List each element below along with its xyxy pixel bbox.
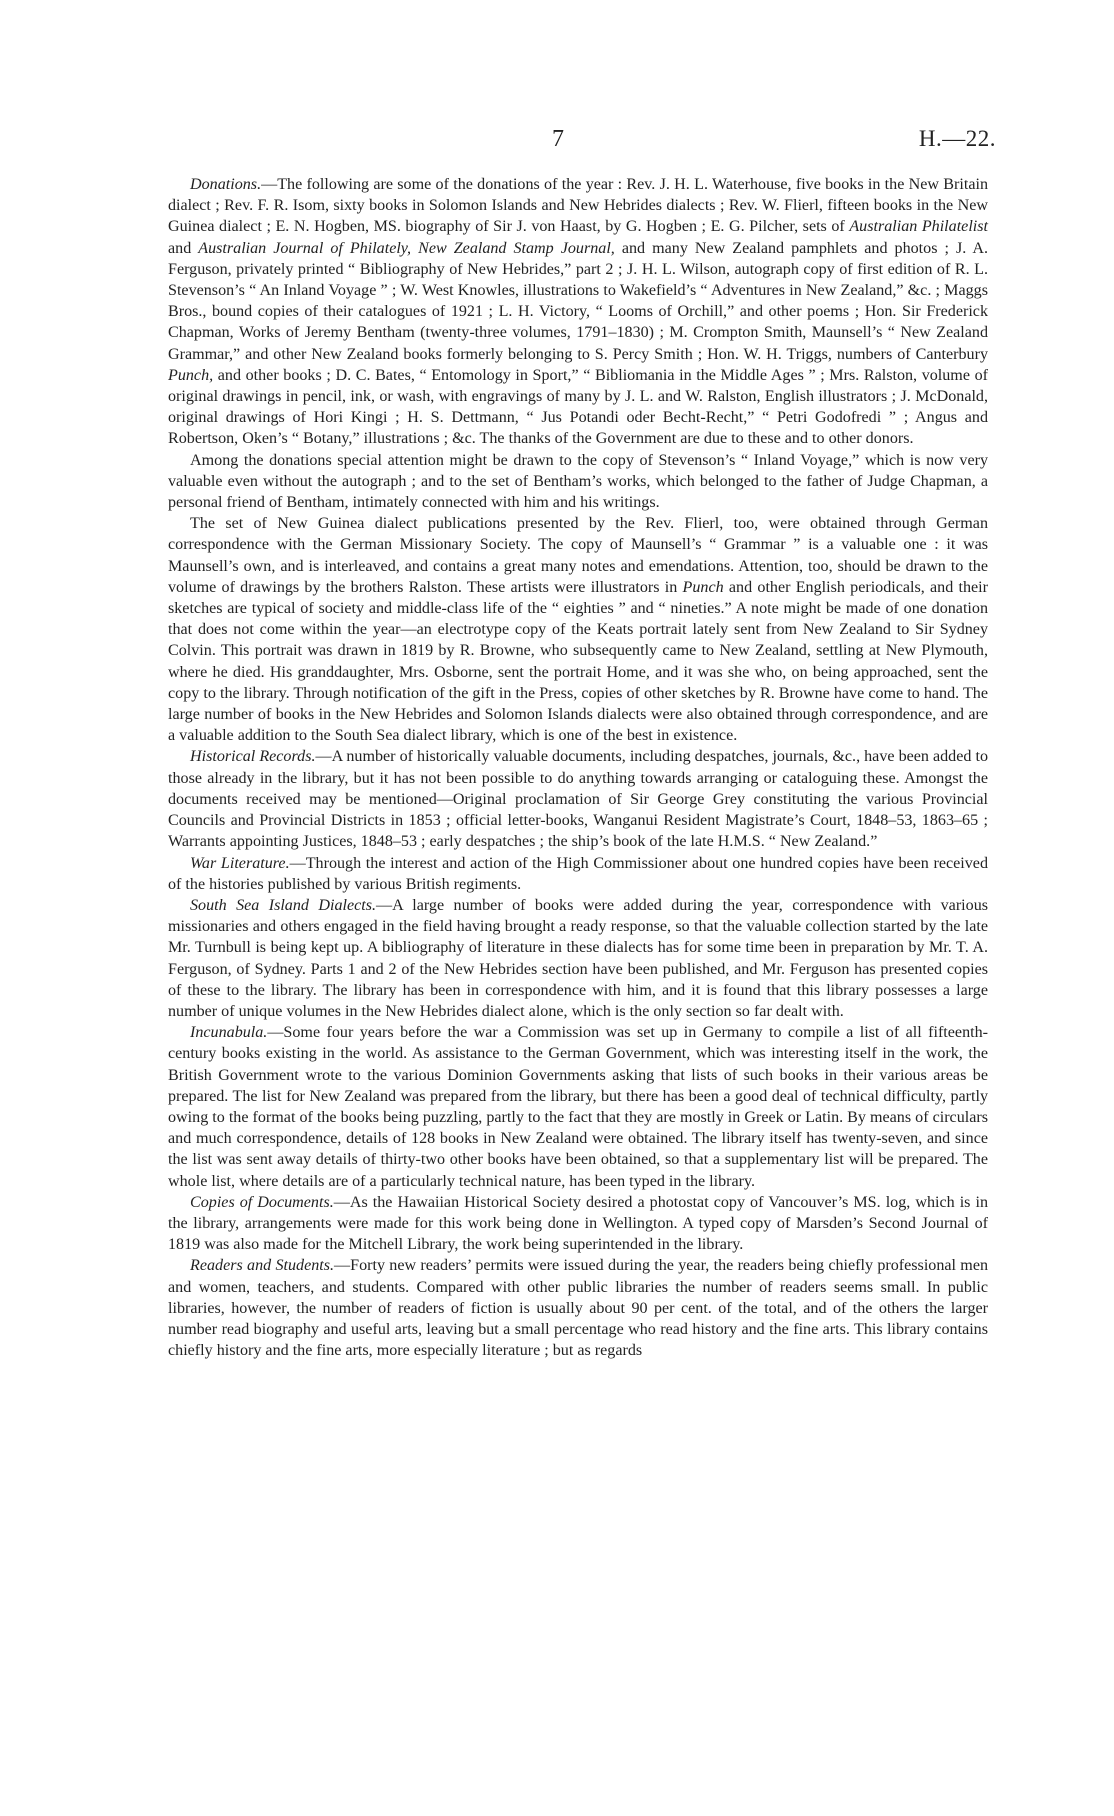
paragraph [168, 853, 988, 895]
italic-text: Punch [682, 578, 724, 596]
text-run: and many New Zealand pamphlets and photos ; J. A. Ferguson, privately printed “ Bibliography of New Hebrides,” part 2 ; J. H. L. Wilson, autograph copy of first edition of R. L. Stevenson’s “ An Inland Voyage ” ; W. West Knowles, illustrations to Wakefield’s “ Adventures in New Zealand,” &c. ; Maggs Bros., bound copies of their catalogues of 1921 ; L. H. Victory, “ Looms of Orchill,” and other poems ; Hon. Sir Frederick Chapman, Works of Jeremy Bentham (twenty-three volumes, 1791–1830) ; M. Crompton Smith, Maunsell’s “ New Zealand Grammar,” and other New Zealand books formerly belonging to S. Percy Smith ; Hon. W. H. Triggs, numbers of Canterbury [168, 239, 989, 363]
section-heading: War Literature. [190, 854, 290, 872]
body-text [168, 174, 988, 1361]
text-run: and other English periodicals, and their sketches are typical of society and middle-class life of the “ eighties ” and “ nineties.” A note might be made of one donation that does not come within the year—an electrotype copy of the Keats portrait lately sent from New Zealand to Sir Sydney Colvin. This portrait was drawn in 1819 by R. Browne, who subsequently came to New Zealand, settling at New Plymouth, where he died. His granddaughter, Mrs. Osborne, sent the portrait Home, and it was she who, on being approached, sent the copy to the library. Through notification of the gift in the Press, copies of other sketches by R. Browne have come to hand. The large number of books in the New Hebrides and Solomon Islands dialects were also obtained through correspondence, and are a valuable addition to the South Sea dialect library, which is one of the best in existence. [168, 578, 988, 745]
italic-text: Punch, [168, 366, 214, 384]
section-heading: Donations. [190, 176, 262, 193]
page-header [0, 126, 1114, 156]
paragraph [168, 513, 988, 746]
paragraph [168, 1192, 988, 1256]
paragraph [168, 450, 988, 514]
text-run: Among the donations special attention might be drawn to the copy of Stevenson’s “ Inland Voyage,” which is now very valuable even without the autograph ; and to the set of Bentham’s works, which belonged to the father of Judge Chapman, a personal friend of Bentham, intimately connected with him and his writings. [168, 451, 988, 512]
paragraph [168, 895, 988, 1022]
page-number: 7 [552, 126, 564, 152]
section-heading: Incunabula. [190, 1024, 268, 1042]
text-run: —Through the interest and action of the High Commissioner about one hundred copies have been received of the histories published by various British regiments. [168, 854, 988, 893]
text-run: —Forty new readers’ permits were issued during the year, the readers being chiefly professional men and women, teachers, and students. Compared with other public libraries the number of readers seems small. In public libraries, however, the number of readers of fiction is usually about 90 per cent. of the total, and of the others the larger number read biography and useful arts, leaving but a small percentage who read history and the fine arts. This library contains chiefly history and the fine arts, more especially literature ; but as regards [168, 1257, 989, 1360]
paragraph [168, 1255, 988, 1361]
text-run: The set of New Guinea dialect publications presented by the Rev. Flierl, too, were obtained through German correspondence with the German Missionary Society. The copy of Maunsell’s “ Grammar ” is a valuable one : it was Maunsell’s own, and is interleaved, and contains a great many notes and emendations. Attention, too, should be drawn to the volume of drawings by the brothers Ralston. These artists were illustrators in [168, 515, 988, 596]
paragraph [168, 746, 988, 852]
document-code: H.—22. [918, 126, 996, 151]
section-heading: Copies of Documents. [190, 1193, 334, 1211]
text-run: and [168, 239, 199, 257]
text-run: —A number of historically valuable documents, including despatches, journals, &c., have been added to those already in the library, but it has not been possible to do anything towards arranging or cataloguing these. Amongst the documents received may be mentioned—Original proclamation of Sir George Grey constituting the various Provincial Councils and Provincial Districts in 1853 ; official letter-books, Wanganui Resident Magistrate’s Court, 1848–53, 1863–65 ; Warrants appointing Justices, 1848–53 ; early despatches ; the ship’s book of the late H.M.S. “ New Zealand.” [168, 748, 988, 851]
text-run: —Some four years before the war a Commission was set up in Germany to compile a list of all fifteenth-century books existing in the world. As assistance to the German Government, which was interesting itself in the work, the British Government wrote to the various Dominion Governments asking that lists of such books in their various areas be prepared. The list for New Zealand was prepared from the library, but there has been a good deal of technical difficulty, partly owing to the format of the books being puzzling, partly to the fact that they are mostly in Greek or Latin. By means of circulars and much correspondence, details of 128 books in New Zealand were obtained. The library itself has twenty-seven, and since the list was sent away details of thirty-two other books have been obtained, so that a supplementary list will be prepared. The whole list, where details are of a particularly technical nature, has been typed in the library. [168, 1024, 988, 1190]
italic-text: Australian Journal of Philately, New Zealand Stamp Journal, [198, 239, 615, 257]
text-run: —The following are some of the donations of the year : Rev. J. H. L. Waterhouse, five books in the New Britain dialect ; Rev. F. R. Isom, sixty books in Solomon Islands and New Hebrides dialects ; Rev. W. Flierl, fifteen books in the New Guinea dialect ; E. N. Hogben, MS. biography of Sir J. von Haast, by G. Hogben ; E. G. Pilcher, sets of [168, 176, 988, 236]
section-heading: Historical Records. [190, 748, 316, 766]
section-heading: South Sea Island Dialects. [190, 896, 377, 914]
text-run: —A large number of books were added during the year, correspondence with various missionaries and others engaged in the field having brought a ready response, so that the valuable collection started by the late Mr. Turnbull is being kept up. A bibliography of literature in these dialects has for some time been in preparation by Mr. T. A. Ferguson, of Sydney. Parts 1 and 2 of the New Hebrides section have been published, and Mr. Ferguson has presented copies of these to the library. The library has been in correspondence with him, and it is found that this library possesses a large number of unique volumes in the New Hebrides dialect alone, which is the only section so far dealt with. [168, 896, 989, 1020]
section-heading: Readers and Students. [190, 1257, 335, 1275]
text-run: —As the Hawaiian Historical Society desired a photostat copy of Vancouver’s MS. log, which is in the library, arrangements were made for this work being done in Wellington. A typed copy of Marsden’s Second Journal of 1819 was also made for the Mitchell Library, the work being superintended in the library. [168, 1193, 988, 1254]
paragraph [168, 174, 988, 450]
paragraph [168, 1022, 988, 1192]
italic-text: Australian Philatelist [849, 218, 988, 236]
text-run: and other books ; D. C. Bates, “ Entomology in Sport,” “ Bibliomania in the Middle Ages ” ; Mrs. Ralston, volume of original drawings in pencil, ink, or wash, with engravings of many by J. L. and W. Ralston, English illustrators ; J. McDonald, original drawings of Hori Kingi ; H. S. Dettmann, “ Jus Potandi oder Becht-Recht,” “ Petri Godofredi ” ; Angus and Robertson, Oken’s “ Botany,” illustrations ; &c. The thanks of the Government are due to these and to other donors. [168, 366, 988, 448]
